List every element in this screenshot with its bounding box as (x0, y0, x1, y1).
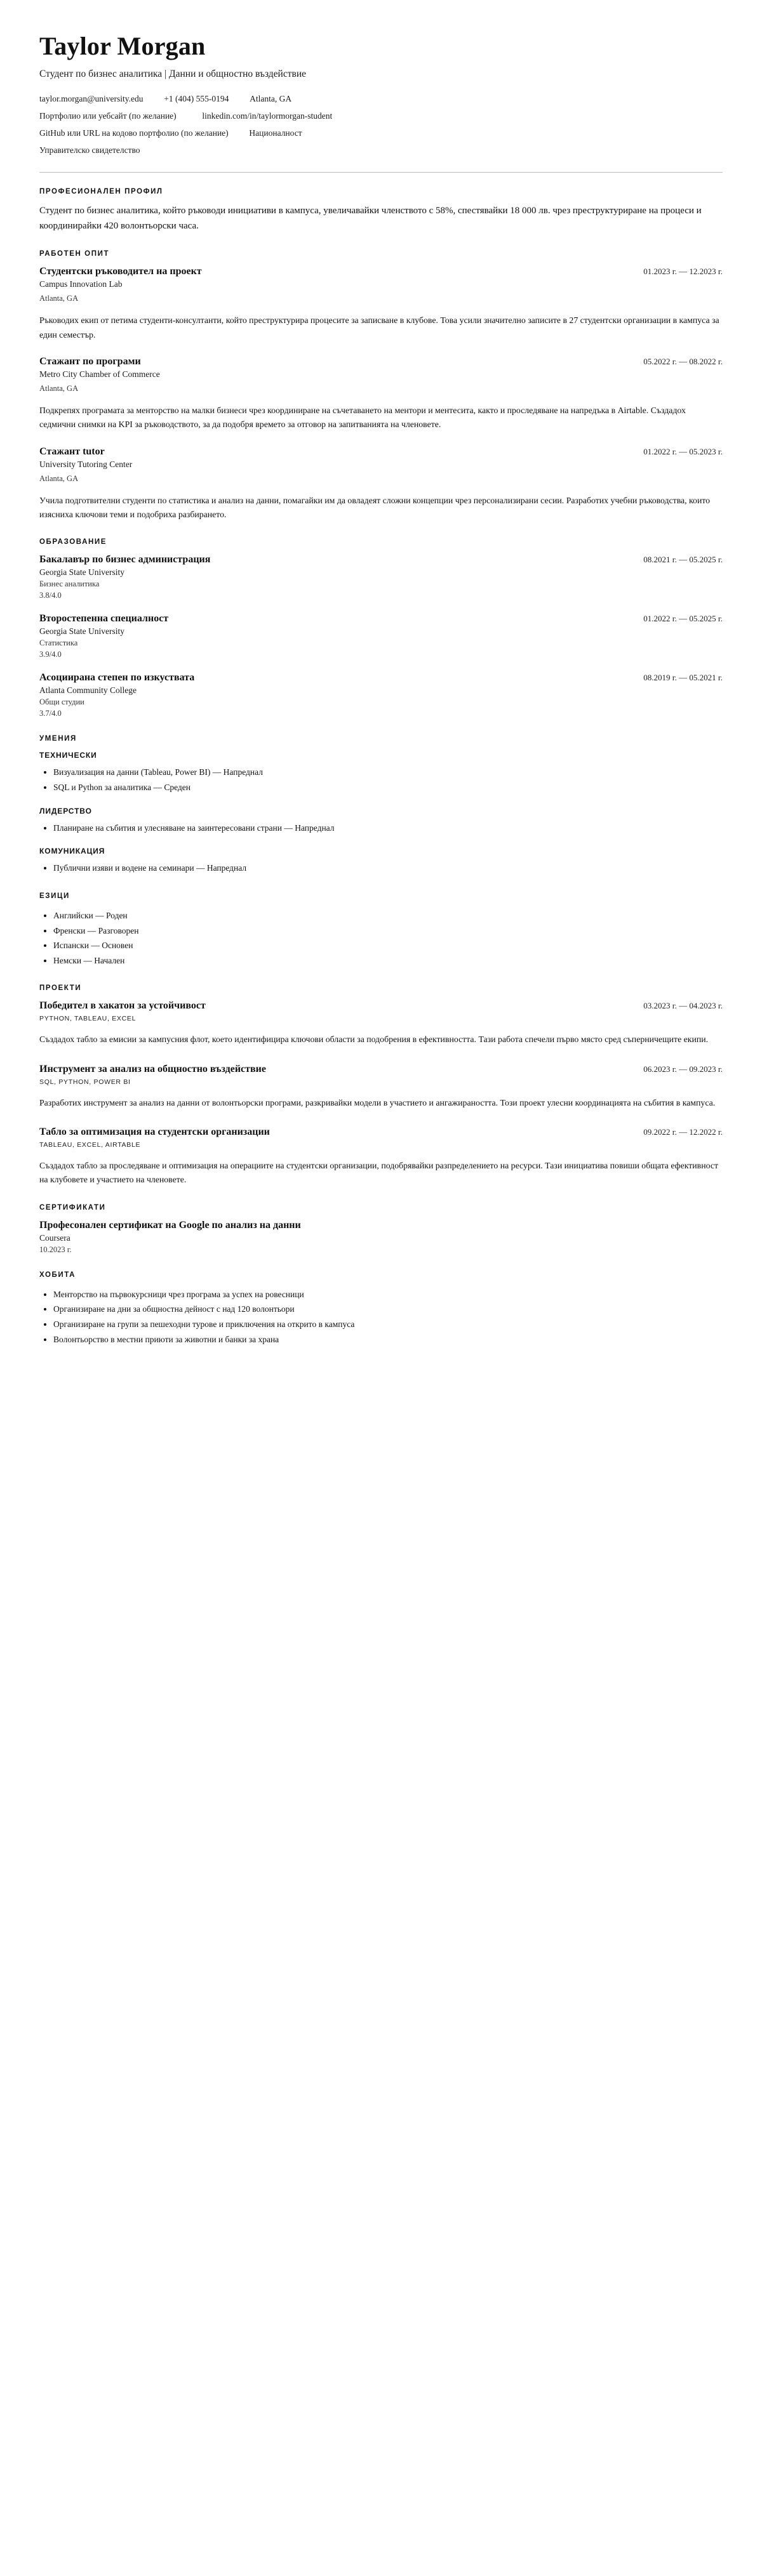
entry-header (39, 446, 723, 458)
section-title-projects: ПРОЕКТИ (39, 984, 82, 993)
section-experience (39, 250, 723, 522)
headline: Студент по бизнес аналитика | Данни и общностно въздействие (39, 69, 306, 79)
education-field: Статистика (39, 638, 78, 648)
contact-portfolio[interactable]: Портфолио или уебсайт (по желание) (39, 111, 177, 121)
section-title-hobbies: ХОБИТА (39, 1271, 76, 1279)
list-item: • Френски — Разговорен (53, 923, 723, 939)
list-item: • Волонтьорство в местни приюти за животни и банки за храна (53, 1332, 723, 1347)
contact-license: Управителско свидетелство (39, 145, 140, 155)
education-entry (39, 554, 723, 600)
project-description: Създадох табло за емисии за кампусния флот, което идентифицира ключови области за подобрения в ефективността. Тази работа спечели първо място сред съперничещите екипи. (39, 1034, 709, 1045)
experience-description: Учила подготвителни студенти по статистика и анализ на данни, помагайки им да овладеят сложни концепции чрез персонализирани сесии. Разработих учебни ръководства, които изясниха ключови теми и подобриха разбирането. (39, 495, 711, 520)
project-entry (39, 1126, 723, 1187)
education-entry (39, 613, 723, 659)
contact-email[interactable]: taylor.morgan@university.edu (39, 94, 144, 103)
experience-entry (39, 356, 723, 432)
project-title: Табло за оптимизация на студентски организации (39, 1126, 270, 1138)
project-date: 03.2023 г. — 04.2023 г. (643, 1001, 723, 1011)
contact-github[interactable]: GitHub или URL на кодово портфолио (по желание) (39, 128, 229, 138)
experience-title: Стажант tutor (39, 446, 105, 457)
contact-row-1 (39, 94, 723, 104)
skill-group-title: ТЕХНИЧЕСКИ (39, 751, 97, 760)
education-field: Общи студии (39, 697, 84, 707)
experience-description: Подкрепях програмата за менторство на малки бизнеси чрез координиране на съчетаването на ментори и ментесита, както и проследяване на напредъка в Airtable. Създадох седмични снимки на KPI за ръководството, за да подобря времето за отговор на запитванията на членовете. (39, 406, 686, 430)
experience-date: 01.2022 г. — 05.2023 г. (643, 446, 723, 456)
project-title: Инструмент за анализ на общностно въздействие (39, 1063, 266, 1074)
contact-row-3 (39, 128, 723, 138)
list-item: • Немски — Начален (53, 953, 723, 968)
experience-title: Стажант по програми (39, 356, 141, 367)
entry-header (39, 613, 723, 624)
experience-location: Atlanta, GA (39, 384, 79, 393)
list-item: • SQL и Python за аналитика — Среден (53, 780, 723, 795)
project-stack: SQL, PYTHON, POWER BI (39, 1078, 131, 1086)
certificate-date: 10.2023 г. (39, 1245, 72, 1254)
experience-org: Metro City Chamber of Commerce (39, 369, 160, 380)
contact-linkedin[interactable]: linkedin.com/in/taylormorgan-student (202, 111, 333, 121)
certificate-issuer: Coursera (39, 1232, 70, 1243)
certificate-entry (39, 1220, 723, 1255)
education-school: Atlanta Community College (39, 685, 137, 696)
entry-header (39, 1064, 723, 1075)
education-entry (39, 672, 723, 718)
skill-group (39, 807, 723, 836)
section-title-education: ОБРАЗОВАНИЕ (39, 538, 107, 546)
entry-header (39, 266, 723, 277)
education-gpa: 3.7/4.0 (39, 709, 62, 718)
page-title: Taylor Morgan (39, 32, 206, 60)
contact-row-4 (39, 145, 723, 155)
education-date: 08.2019 г. — 05.2021 г. (643, 673, 723, 683)
skill-group-title: ЛИДЕРСТВО (39, 806, 92, 816)
entry-header (39, 356, 723, 367)
project-title: Победител в хакатон за устойчивост (39, 1000, 206, 1012)
project-stack: TABLEAU, EXCEL, AIRTABLE (39, 1141, 141, 1149)
section-projects (39, 984, 723, 1187)
section-title-skills: УМЕНИЯ (39, 735, 77, 743)
skill-group (39, 847, 723, 876)
entry-header (39, 672, 723, 684)
education-gpa: 3.8/4.0 (39, 591, 62, 600)
skill-group (39, 751, 723, 795)
skill-list (39, 821, 723, 836)
education-gpa: 3.9/4.0 (39, 650, 62, 659)
contact-nationality: Националност (249, 128, 302, 138)
contact-location: Atlanta, GA (250, 94, 292, 103)
certificate-title: Професонален сертификат на Google по анализ на данни (39, 1219, 301, 1231)
section-hobbies (39, 1271, 723, 1347)
project-entry (39, 1000, 723, 1047)
section-languages (39, 892, 723, 968)
education-date: 01.2022 г. — 05.2025 г. (643, 614, 723, 624)
header-divider (39, 172, 723, 173)
list-item: • Визуализация на данни (Tableau, Power BI) — Напреднал (53, 765, 723, 780)
project-date: 09.2022 г. — 12.2022 г. (643, 1127, 723, 1137)
list-item: • Публични изяви и водене на семинари — Напреднал (53, 861, 723, 876)
experience-date: 05.2022 г. — 08.2022 г. (643, 357, 723, 367)
education-degree: Второстепенна специалност (39, 613, 169, 624)
section-title-certificates: СЕРТИФИКАТИ (39, 1203, 106, 1212)
experience-entry (39, 266, 723, 342)
project-entry (39, 1064, 723, 1110)
list-item: • Менторство на първокурсници чрез програма за успех на ровесници (53, 1287, 723, 1302)
project-description: Разработих инструмент за анализ на данни от волонтьорски програми, разкривайки модели в участието и ангажираността. Този проект улесни координацията на събития в кампуса. (39, 1097, 716, 1107)
education-field: Бизнес аналитика (39, 579, 100, 589)
experience-location: Atlanta, GA (39, 473, 79, 483)
project-date: 06.2023 г. — 09.2023 г. (643, 1064, 723, 1074)
experience-org: Campus Innovation Lab (39, 279, 123, 289)
education-school: Georgia State University (39, 567, 124, 578)
list-item: • Английски — Роден (53, 908, 723, 923)
list-item: • Организиране на групи за пешеходни турове и приключения на открито в кампуса (53, 1317, 723, 1332)
contact-row-2 (39, 111, 723, 121)
section-title-experience: РАБОТЕН ОПИТ (39, 250, 110, 258)
skill-list (39, 861, 723, 876)
section-summary (39, 188, 723, 234)
experience-date: 01.2023 г. — 12.2023 г. (643, 267, 723, 277)
experience-description: Ръководих екип от петима студенти-консултанти, който преструктурира процесите за записване в клубове. Това усили значително записите в 27 студентски организации в кампуса за един семестър. (39, 315, 719, 340)
contact-phone: +1 (404) 555-0194 (164, 94, 229, 103)
education-school: Georgia State University (39, 626, 124, 637)
experience-title: Студентски ръководител на проект (39, 266, 202, 277)
education-date: 08.2021 г. — 05.2025 г. (643, 555, 723, 565)
entry-header (39, 1126, 723, 1138)
experience-entry (39, 446, 723, 522)
entry-header (39, 554, 723, 565)
language-list (39, 908, 723, 968)
experience-location: Atlanta, GA (39, 294, 79, 303)
skill-list (39, 765, 723, 795)
hobby-list (39, 1287, 723, 1347)
section-education (39, 538, 723, 718)
skill-group-title: КОМУНИКАЦИЯ (39, 847, 105, 856)
education-degree: Бакалавър по бизнес администрация (39, 554, 211, 565)
education-degree: Асоциирана степен по изкуствата (39, 672, 195, 684)
section-title-summary: ПРОФЕСИОНАЛЕН ПРОФИЛ (39, 188, 163, 195)
summary-text: Студент по бизнес аналитика, който ръководи инициативи в кампуса, увеличавайки членството с 58%, спестявайки 18 000 лв. чрез преструктуриране на процеси и координирайки 420 волонтьорски часа. (39, 206, 702, 231)
section-skills (39, 735, 723, 876)
project-description: Създадох табло за проследяване и оптимизация на операциите на студентски организации, подобрявайки разпределението на ресурси. Тази инициатива повиши общата ефективност на клубовете и участието на членовете. (39, 1161, 718, 1185)
list-item: • Испански — Основен (53, 938, 723, 953)
project-stack: PYTHON, TABLEAU, EXCEL (39, 1015, 137, 1023)
section-title-languages: ЕЗИЦИ (39, 892, 70, 900)
list-item: • Планиране на събития и улесняване на заинтересовани страни — Напреднал (53, 821, 723, 836)
entry-header (39, 1000, 723, 1012)
section-certificates (39, 1204, 723, 1255)
experience-org: University Tutoring Center (39, 459, 133, 469)
list-item: • Организиране на дни за общностна дейност с над 120 волонтьори (53, 1302, 723, 1317)
